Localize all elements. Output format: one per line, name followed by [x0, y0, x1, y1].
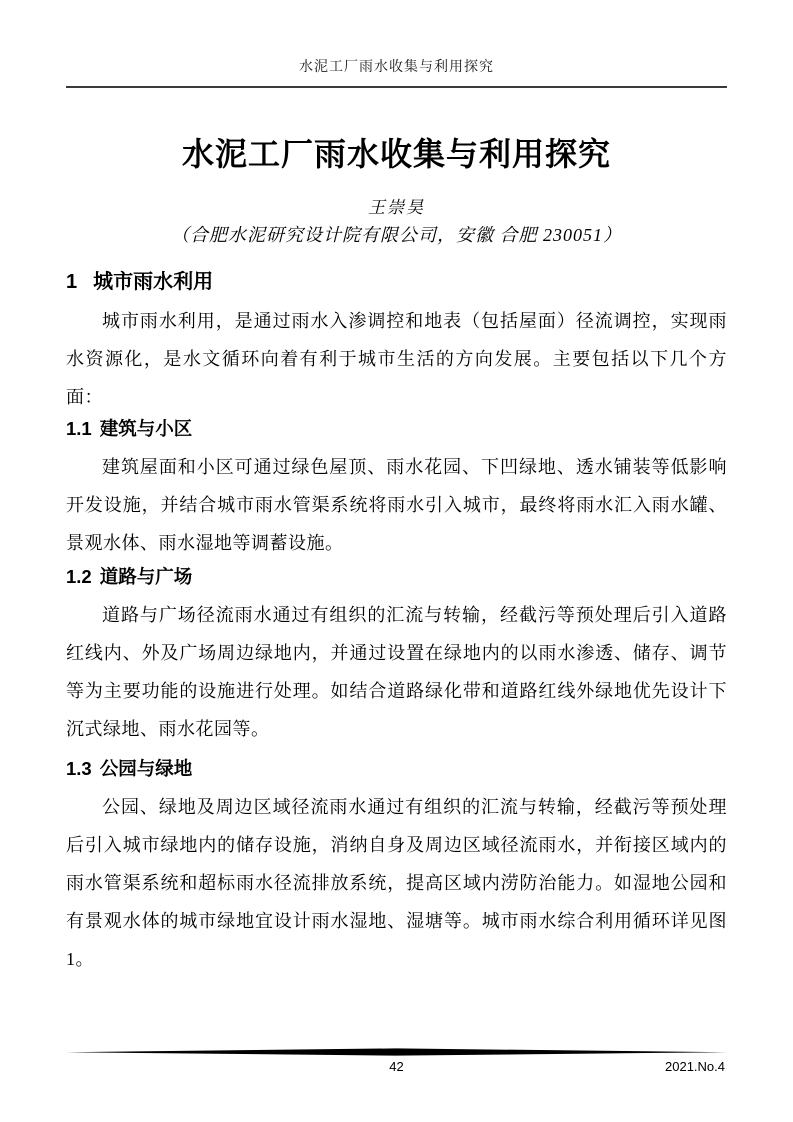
section-title: 公园与绿地 — [99, 758, 193, 779]
header-rule — [66, 86, 727, 88]
paragraph: 道路与广场径流雨水通过有组织的汇流与转输，经截污等预处理后引入道路红线内、外及广场周边绿地内，并通过设置在绿地内的以雨水渗透、储存、调节等为主要功能的设施进行处理。如结合道路绿化带和道路红线外绿地优先设计下沉式绿地、雨水花园等。 — [66, 605, 727, 739]
footer-rule — [66, 1048, 727, 1056]
section-heading — [66, 416, 727, 442]
author-affiliation: （合肥水泥研究设计院有限公司，安徽 合肥 230051） — [171, 225, 622, 245]
section-roads-squares — [66, 564, 727, 748]
section-title: 建筑与小区 — [99, 418, 193, 439]
article-title: 水泥工厂雨水收集与利用探究 — [181, 136, 611, 172]
page-number: 42 — [389, 1059, 404, 1074]
section-number: 1.2 — [66, 566, 92, 587]
section-number: 1 — [66, 271, 78, 293]
issue-label: 2021.No.4 — [665, 1059, 725, 1074]
section-buildings-communities — [66, 416, 727, 562]
paragraph: 公园、绿地及周边区域径流雨水通过有组织的汇流与转输，经截污等预处理后引入城市绿地内的储存设施，消纳自身及周边区域径流雨水，并衔接区域内的雨水管渠系统和超标雨水径流排放系统，提高区域内涝防治能力。如湿地公园和有景观水体的城市绿地宜设计雨水湿地、湿塘等。城市雨水综合利用循环详见图1。 — [66, 797, 727, 969]
footer-row — [66, 1059, 727, 1075]
section-title: 道路与广场 — [99, 566, 193, 587]
article-body — [66, 134, 727, 978]
page-header — [66, 0, 727, 88]
section-heading — [66, 268, 727, 296]
running-header: 水泥工厂雨水收集与利用探究 — [299, 60, 494, 75]
section-heading — [66, 756, 727, 782]
section-heading — [66, 564, 727, 590]
section-title: 城市雨水利用 — [93, 271, 214, 293]
section-parks-greenland — [66, 756, 727, 978]
author-name: 王崇昊 — [368, 198, 425, 217]
section-city-rainwater — [66, 268, 727, 416]
section-number: 1.3 — [66, 758, 92, 779]
page-footer — [66, 1048, 727, 1075]
paragraph: 建筑屋面和小区可通过绿色屋顶、雨水花园、下凹绿地、透水铺装等低影响开发设施，并结合城市雨水管渠系统将雨水引入城市，最终将雨水汇入雨水罐、景观水体、雨水湿地等调蓄设施。 — [66, 457, 727, 553]
paragraph: 城市雨水利用，是通过雨水入渗调控和地表（包括屋面）径流调控，实现雨水资源化，是水文循环向着有利于城市生活的方向发展。主要包括以下几个方面： — [66, 311, 727, 407]
section-number: 1.1 — [66, 418, 92, 439]
